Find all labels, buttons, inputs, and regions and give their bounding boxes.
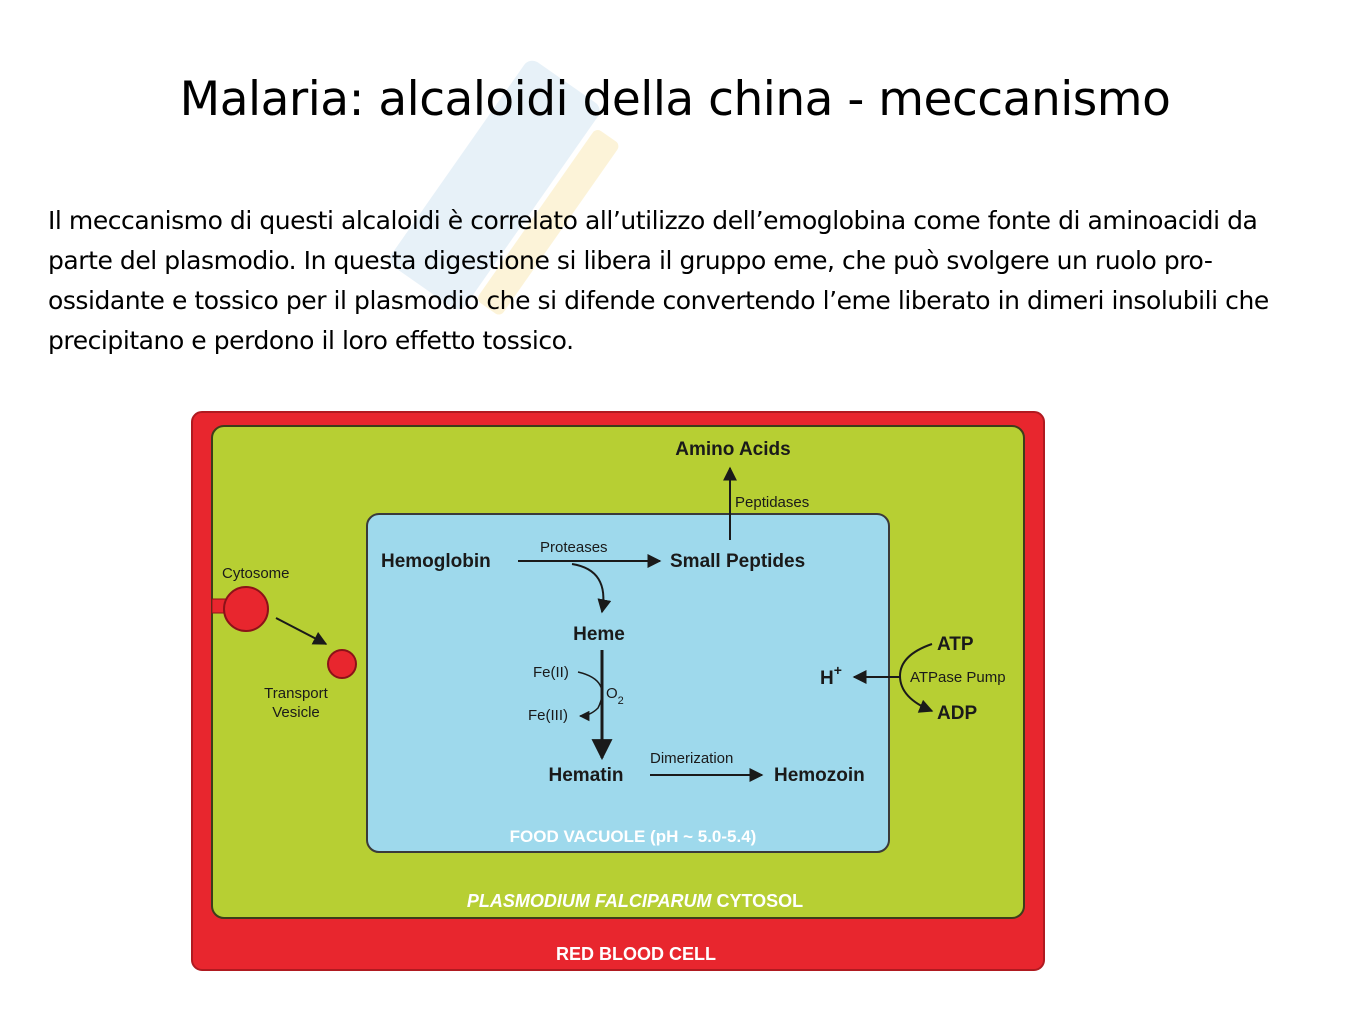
- adp-label: ADP: [937, 703, 978, 724]
- hematin-label: Hematin: [548, 765, 624, 786]
- slide-body-text: Il meccanismo di questi alcaloidi è correlato all’utilizzo dell’emoglobina come fonte di aminoacidi da parte del plasmodio. In questa digestione si libera il gruppo eme, che può svolgere un ruolo pro-ossidante e tossico per il plasmodio che si difende convertendo l’eme liberato in dimeri insolubili che precipitano e perdono il loro effetto tossico.: [48, 206, 1269, 355]
- dimerization-label: Dimerization: [650, 750, 734, 767]
- o2-label: $O_2$: [606, 685, 624, 707]
- heme-label: Heme: [573, 624, 625, 645]
- cytosol-label: PLASMODIUM FALCIPARUM CYTOSOL: [466, 891, 804, 911]
- proteases-label: Proteases: [540, 539, 608, 556]
- slide-title: Malaria: alcaloidi della china - meccanismo: [179, 72, 1171, 127]
- transport-vesicle: [328, 650, 356, 678]
- vesicle-label: Vesicle: [272, 704, 320, 721]
- food-vacuole-label: FOOD VACUOLE (pH ~ 5.0-5.4): [509, 827, 757, 846]
- atp-label: ATP: [937, 634, 974, 655]
- hemoglobin-label: Hemoglobin: [381, 551, 491, 572]
- transport-label: Transport: [264, 685, 328, 702]
- hemozoin-label: Hemozoin: [774, 765, 865, 786]
- fe3-label: Fe(III): [528, 707, 568, 724]
- cytosome: [224, 587, 268, 631]
- fe2-label: Fe(II): [533, 664, 569, 681]
- atpase-pump-label: ATPase Pump: [910, 669, 1006, 686]
- h-plus-label: H+: [820, 662, 842, 689]
- cytosome-label: Cytosome: [222, 565, 290, 582]
- amino-acids-label: Amino Acids: [675, 439, 791, 460]
- peptidases-label: Peptidases: [735, 494, 810, 511]
- small-peptides-label: Small Peptides: [670, 551, 806, 572]
- red-blood-cell-label: RED BLOOD CELL: [556, 944, 716, 964]
